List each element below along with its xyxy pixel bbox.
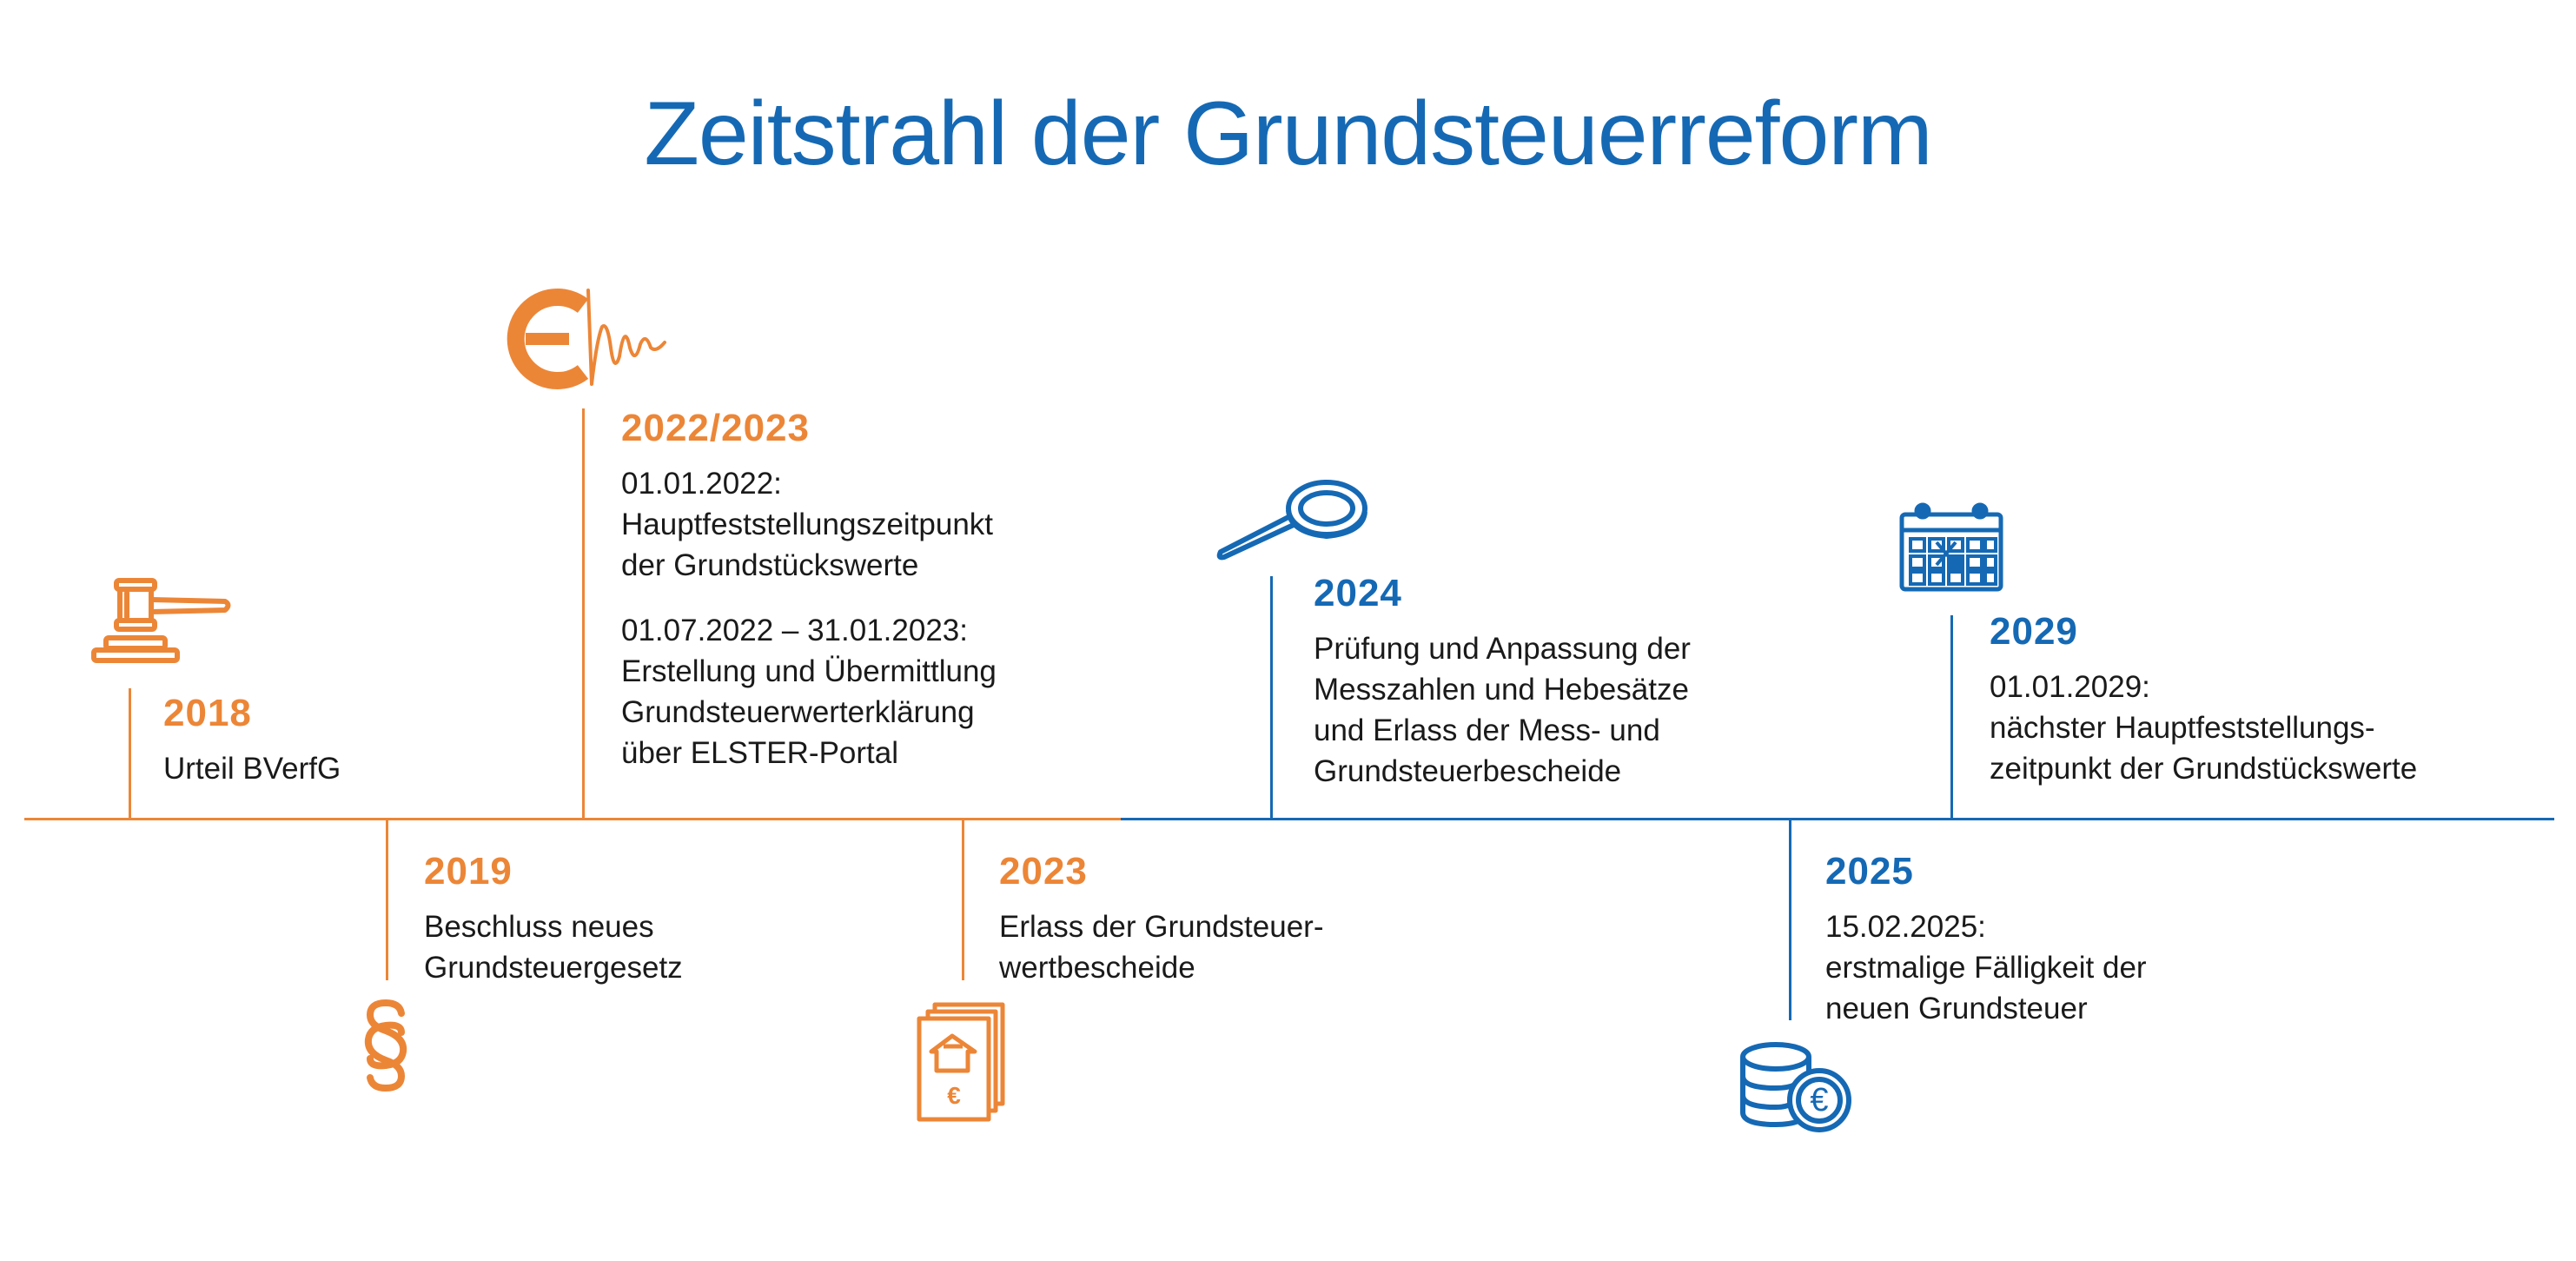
page-title: Zeitstrahl der Grundsteuerreform <box>644 83 1932 184</box>
event-year: 2025 <box>1825 850 1914 893</box>
event-text: neuen Grundsteuer <box>1825 992 2088 1025</box>
event-text: Prüfung und Anpassung der <box>1314 632 1691 666</box>
connector-2019 <box>386 819 388 980</box>
event-text: erstmalige Fälligkeit der <box>1825 951 2147 985</box>
event-year: 2023 <box>999 850 1088 893</box>
event-text: Messzahlen und Hebesätze <box>1314 673 1689 707</box>
connector-2029 <box>1950 615 1953 819</box>
elster-logo-icon <box>508 287 673 391</box>
event-2029 <box>1990 609 2528 789</box>
event-text: Hauptfeststellungszeitpunkt <box>621 508 994 541</box>
event-text: Grundsteuerwerterklärung <box>621 695 975 729</box>
event-year: 2018 <box>163 692 252 734</box>
event-text: Grundsteuerbescheide <box>1314 754 1622 788</box>
event-year: 2022/2023 <box>621 407 810 449</box>
event-text: 15.02.2025: <box>1825 910 1986 944</box>
event-text: Urteil BVerfG <box>163 752 341 786</box>
event-year: 2024 <box>1314 572 1402 614</box>
connector-2025 <box>1789 819 1791 1020</box>
event-text: Erstellung und Übermittlung <box>621 654 997 688</box>
event-text: 01.01.2022: <box>621 467 782 501</box>
event-2019 <box>424 849 806 988</box>
event-text: Erlass der Grundsteuer- <box>999 910 1324 944</box>
event-year: 2029 <box>1990 610 2078 653</box>
euro-coins-icon <box>1738 1039 1855 1135</box>
event-text: wertbescheide <box>999 951 1195 985</box>
paragraph-icon <box>354 998 417 1093</box>
connector-2023 <box>962 819 964 980</box>
event-text: nächster Hauptfeststellungs- <box>1990 711 2375 745</box>
calendar-icon <box>1898 502 2007 594</box>
magnifier-icon <box>1212 474 1373 565</box>
event-text: 01.07.2022 – 31.01.2023: <box>621 614 968 647</box>
connector-2018 <box>129 688 131 819</box>
event-2024 <box>1314 571 1800 792</box>
event-text: über ELSTER-Portal <box>621 736 899 770</box>
event-text: 01.01.2029: <box>1990 670 2150 704</box>
svg-text:€: € <box>1810 1082 1829 1118</box>
event-text: Beschluss neues <box>424 910 654 944</box>
svg-text:€: € <box>947 1082 961 1109</box>
gavel-icon <box>90 574 238 669</box>
event-2023 <box>999 849 1399 988</box>
event-year: 2019 <box>424 850 513 893</box>
connector-2024 <box>1270 576 1273 819</box>
timeline-axis-future <box>1121 818 2554 820</box>
event-text: zeitpunkt der Grundstückswerte <box>1990 752 2418 786</box>
timeline-axis-past <box>24 818 1121 820</box>
event-2022-2023 <box>621 406 1108 773</box>
event-2025 <box>1825 849 2277 1029</box>
tax-document-icon <box>914 1001 1010 1123</box>
event-text: Grundsteuergesetz <box>424 951 683 985</box>
connector-2022-2023 <box>582 408 585 819</box>
event-text: der Grundstückswerte <box>621 548 919 582</box>
event-text: und Erlass der Mess- und <box>1314 713 1660 747</box>
event-2018 <box>163 691 450 789</box>
